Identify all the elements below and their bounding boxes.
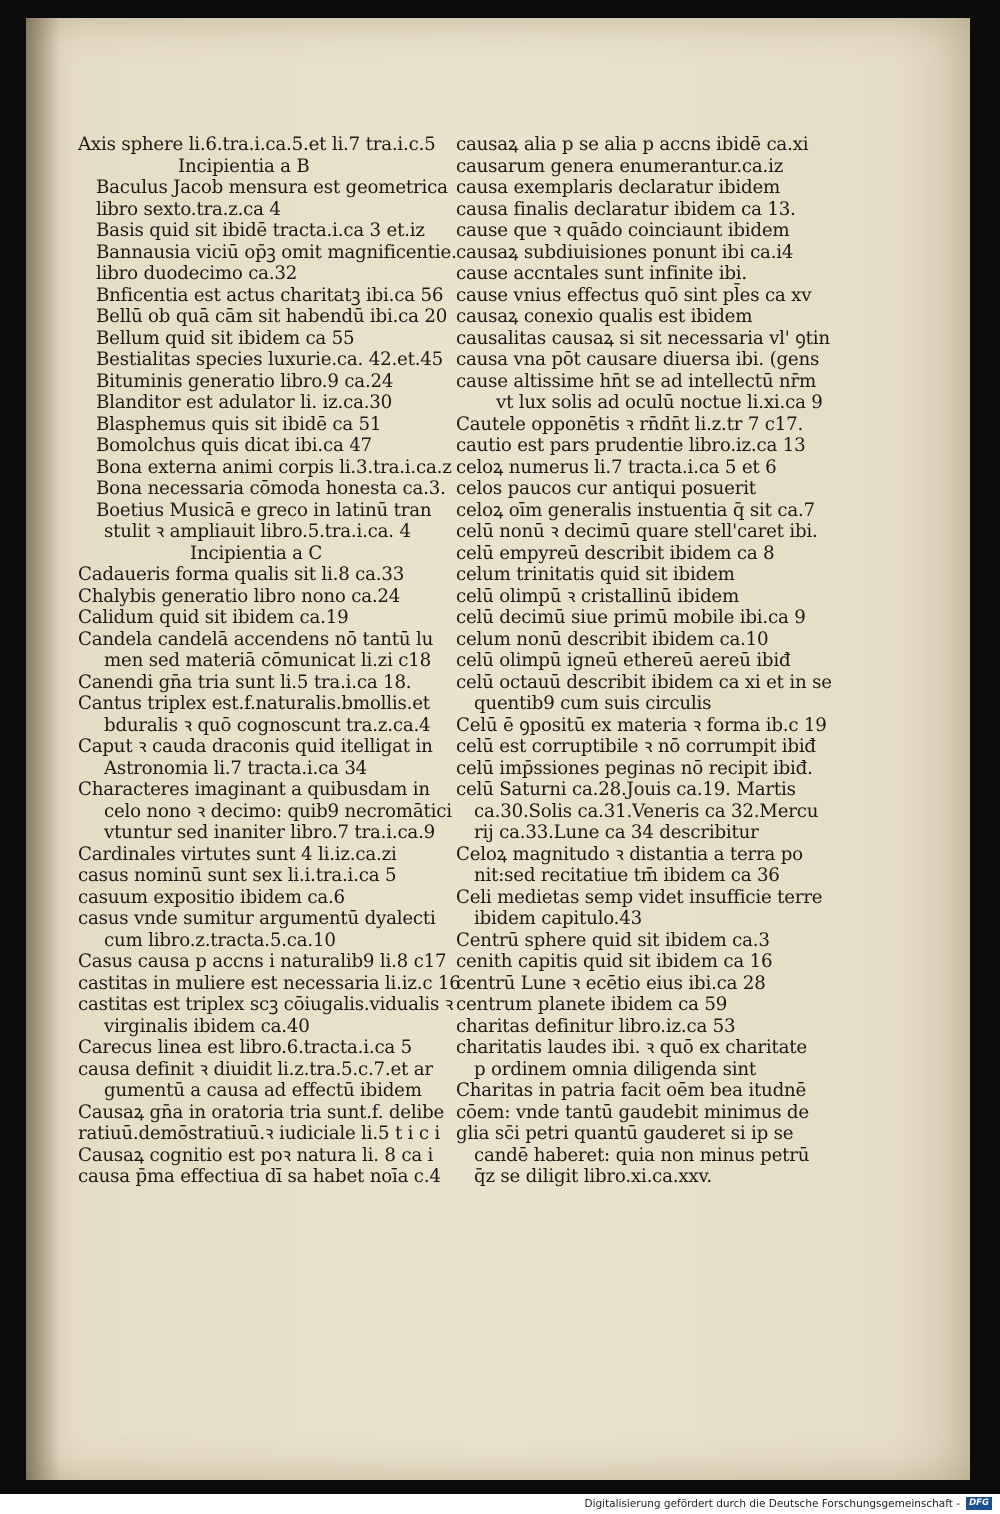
- index-entry-line: casus nominū sunt sex li.i.tra.i.ca 5: [78, 865, 397, 886]
- index-entry-line: Candela candelā accendens nō tantū lu: [78, 628, 434, 650]
- index-entry-line: Bomolchus quis dicat ibi.ca 47: [96, 435, 372, 456]
- index-entry-line: Axis sphere li.6.tra.i.ca.5.et li.7 tra.i.c.5: [78, 134, 436, 155]
- index-entry-line: Caput ꝛ cauda draconis quid itelligat in: [78, 736, 433, 757]
- index-entry-line: causa vna pōt causare diuersa ibi. (gens: [456, 349, 820, 370]
- index-entry-line: Carecus linea est libro.6.tracta.i.ca 5: [78, 1037, 413, 1058]
- index-entry-line: Celi medietas semp videt insufficie terre: [456, 886, 823, 908]
- index-entry-line: causa exemplaris declaratur ibidem: [456, 177, 781, 198]
- section-heading: Incipientia a C: [190, 542, 323, 564]
- index-entry-line: castitas in muliere est necessaria li.iz.c 16: [78, 972, 461, 994]
- index-entry-line: vt lux solis ad oculū noctue li.xi.ca 9: [496, 392, 823, 413]
- index-entry-line: men sed materiā cōmunicat li.zi c18: [104, 650, 431, 671]
- index-entry-line: stulit ꝛ ampliauit libro.5.tra.i.ca. 4: [104, 521, 411, 542]
- index-entry-line: celū Saturni ca.28.Jouis ca.19. Martis: [456, 779, 796, 800]
- index-entry-line: charitatis laudes ibi. ꝛ quō ex charitate: [456, 1037, 807, 1058]
- index-entry-line: causa finalis declaratur ibidem ca 13.: [456, 198, 796, 220]
- index-entry-line: Calidum quid sit ibidem ca.19: [78, 607, 349, 628]
- index-column-left: [78, 134, 461, 1188]
- index-entry-line: casus vnde sumitur argumentū dyalecti: [78, 908, 436, 929]
- index-entry-line: causarum genera enumerantur.ca.iz: [456, 155, 784, 177]
- index-entry-line: virginalis ibidem ca.40: [104, 1015, 310, 1037]
- index-entry-line: Characteres imaginant a quibusdam in: [78, 779, 430, 800]
- index-entry-line: p ordinem omnia diligenda sint: [474, 1058, 757, 1080]
- index-entry-line: Bona externa animi corpis li.3.tra.i.ca.z: [96, 456, 452, 478]
- index-entry-line: q̄z se diligit libro.xi.ca.xxv.: [474, 1166, 712, 1187]
- index-entry-line: Cadaueris forma qualis sit li.8 ca.33: [78, 564, 405, 585]
- index-entry-line: Bellum quid sit ibidem ca 55: [96, 327, 355, 349]
- index-entry-line: rij ca.33.Lune ca 34 describitur: [474, 822, 759, 843]
- index-entry-line: Basis quid sit ibidē tracta.i.ca 3 et.iz: [96, 220, 425, 241]
- index-entry-line: bduralis ꝛ quō cognoscunt tra.z.ca.4: [104, 714, 431, 736]
- index-entry-line: celoꝝ numerus li.7 tracta.i.ca 5 et 6: [456, 456, 777, 478]
- index-entry-line: celū decimū siue primū mobile ibi.ca 9: [456, 607, 806, 628]
- index-entry-line: Causaꝝ cognitio est poꝛ natura li. 8 ca i: [78, 1144, 434, 1166]
- index-entry-line: Astronomia li.7 tracta.i.ca 34: [104, 757, 368, 779]
- index-entry-line: cause altissime hn̄t se ad intellectū nr̄m: [456, 370, 816, 392]
- index-entry-line: quentib9 cum suis circulis: [474, 693, 712, 714]
- index-entry-line: Cautele opponētis ꝛ rn̄dn̄t li.z.tr 7 c17.: [456, 413, 804, 435]
- index-entry-line: causaꝝ alia p se alia p accns ibidē ca.xi: [456, 134, 809, 155]
- index-entry-line: celo nono ꝛ decimo: quib9 necromātici: [104, 800, 452, 822]
- index-entry-line: cautio est pars prudentie libro.iz.ca 13: [456, 435, 806, 456]
- index-entry-line: causaꝝ subdiuisiones ponunt ibi ca.i4: [456, 241, 794, 263]
- index-entry-line: celū imp̄ssiones peginas nō recipit ibiđ.: [456, 757, 813, 779]
- index-entry-line: ibidem capitulo.43: [474, 908, 642, 929]
- index-entry-line: Centrū sphere quid sit ibidem ca.3: [456, 929, 770, 951]
- index-entry-line: celū est corruptibile ꝛ nō corrumpit ibiđ: [456, 736, 816, 757]
- section-heading: Incipientia a B: [178, 155, 310, 177]
- index-entry-line: celū olimpū igneū ethereū aereū ibiđ: [456, 650, 791, 671]
- index-entry-line: ratiuū.demōstratiuū.ꝛ iudiciale li.5 t i c i: [78, 1123, 441, 1144]
- index-entry-line: Causaꝝ gn̄a in oratoria tria sunt.f. delibe: [78, 1101, 445, 1123]
- footer-bar: [0, 1494, 1000, 1514]
- index-entry-line: celū octauū describit ibidem ca xi et in se: [456, 671, 832, 693]
- index-entry-line: casuum expositio ibidem ca.6: [78, 886, 345, 908]
- book-page: [26, 18, 970, 1480]
- index-entry-line: cause accntales sunt infinite ibi.: [456, 263, 747, 284]
- index-entry-line: Cardinales virtutes sunt 4 li.iz.ca.zi: [78, 843, 397, 865]
- index-entry-line: celum nonū describit ibidem ca.10: [456, 628, 769, 650]
- index-entry-line: Boetius Musicā e greco in latinū tran: [96, 499, 432, 521]
- index-entry-line: Cantus triplex est.f.naturalis.bmollis.et: [78, 693, 430, 714]
- index-entry-line: celū nonū ꝛ decimū quare stell'caret ibi.: [456, 521, 818, 542]
- index-entry-line: Bnficentia est actus charitatꝫ ibi.ca 56: [96, 284, 444, 306]
- index-entry-line: cenith capitis quid sit ibidem ca 16: [456, 951, 773, 972]
- index-entry-line: Blasphemus quis sit ibidē ca 51: [96, 413, 382, 435]
- index-entry-line: Chalybis generatio libro nono ca.24: [78, 585, 401, 607]
- index-entry-line: cause que ꝛ quādo coinciaunt ibidem: [456, 220, 790, 241]
- index-entry-line: Bituminis generatio libro.9 ca.24: [96, 370, 394, 392]
- index-entry-line: Baculus Jacob mensura est geometrica: [96, 177, 448, 198]
- index-entry-line: cause vnius effectus quō sint pl̄es ca xv: [456, 284, 812, 306]
- index-entry-line: Bestialitas species luxurie.ca. 42.et.45: [96, 349, 444, 370]
- index-entry-line: centrum planete ibidem ca 59: [456, 994, 728, 1015]
- index-entry-line: Bona necessaria cōmoda honesta ca.3.: [96, 478, 446, 499]
- index-entry-line: causalitas causaꝝ si sit necessaria vl' ꝯtin: [456, 327, 830, 349]
- funding-credit: Digitalisierung gefördert durch die Deutsche Forschungsgemeinschaft -: [584, 1498, 960, 1510]
- binding-shadow: [26, 18, 60, 1480]
- index-entry-line: celos paucos cur antiqui posuerit: [456, 478, 756, 499]
- index-entry-line: ca.30.Solis ca.31.Veneris ca 32.Mercu: [474, 800, 819, 822]
- index-entry-line: castitas est triplex scꝫ cōiugalis.vidualis ꝛ: [78, 994, 454, 1015]
- index-entry-line: Charitas in patria facit oēm bea itudnē: [456, 1080, 807, 1101]
- index-entry-line: celum trinitatis quid sit ibidem: [456, 564, 735, 585]
- index-entry-line: Bannausia viciū op̄ꝫ omit magnificentie.: [96, 241, 457, 263]
- index-entry-line: gumentū a causa ad effectū ibidem: [104, 1080, 422, 1101]
- index-entry-line: Casus causa p accns i naturalib9 li.8 c17: [78, 951, 447, 972]
- index-entry-line: causaꝝ conexio qualis est ibidem: [456, 306, 753, 327]
- index-entry-line: Celoꝝ magnitudo ꝛ distantia a terra po: [456, 843, 803, 865]
- index-entry-line: nit:sed recitatiue tm̄ ibidem ca 36: [474, 865, 780, 886]
- index-entry-line: Canendi gn̄a tria sunt li.5 tra.i.ca 18.: [78, 671, 412, 693]
- index-entry-line: vtuntur sed inaniter libro.7 tra.i.ca.9: [104, 822, 436, 843]
- index-entry-line: centrū Lune ꝛ ecētio eius ibi.ca 28: [456, 972, 766, 994]
- index-entry-line: candē haberet: quia non minus petrū: [474, 1144, 810, 1166]
- index-entry-line: Celū ē ꝯpositū ex materia ꝛ forma ib.c 19: [456, 714, 827, 736]
- index-entry-line: cum libro.z.tracta.5.ca.10: [104, 929, 336, 951]
- index-entry-line: charitas definitur libro.iz.ca 53: [456, 1015, 736, 1037]
- index-entry-line: cōem: vnde tantū gaudebit minimus de: [456, 1101, 809, 1123]
- index-entry-line: causa p̄ma effectiua dī sa habet noīa c.4: [78, 1166, 441, 1187]
- index-column-right: [456, 134, 848, 1188]
- index-entry-line: Bellū ob quā cām sit habendū ibi.ca 20: [96, 306, 448, 327]
- index-entry-line: Blanditor est adulator li. iz.ca.30: [96, 392, 393, 413]
- index-entry-line: libro duodecimo ca.32: [96, 263, 298, 284]
- index-entry-line: celoꝝ oīm generalis instuentia q̄ sit ca.7: [456, 499, 815, 521]
- index-entry-line: libro sexto.tra.z.ca 4: [96, 198, 281, 220]
- index-entry-line: celū olimpū ꝛ cristallinū ibidem: [456, 585, 739, 607]
- index-entry-line: celū empyreū describit ibidem ca 8: [456, 542, 775, 564]
- index-entry-line: causa definit ꝛ diuidit li.z.tra.5.c.7.et ar: [78, 1058, 433, 1080]
- dfg-logo: DFG: [966, 1497, 992, 1510]
- index-entry-line: glia sc̄i petri quantū gauderet si ip se: [456, 1123, 794, 1144]
